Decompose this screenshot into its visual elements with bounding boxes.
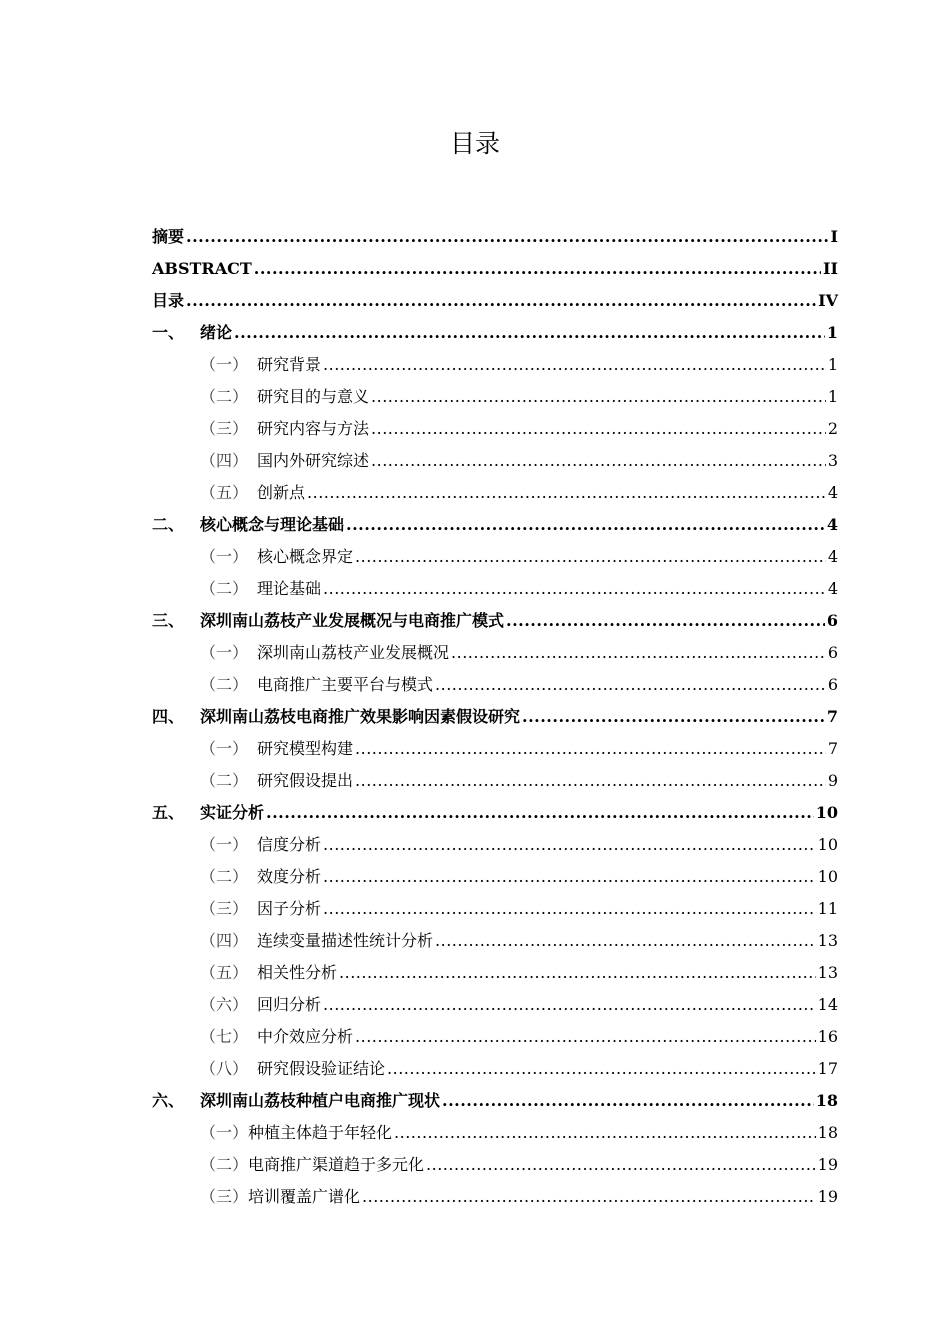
toc-entry-page: 1 (827, 355, 838, 374)
toc-entry-label: 实证分析 (200, 803, 265, 822)
dot-leader (186, 221, 829, 253)
toc-entry-number: 四、 (152, 707, 185, 726)
toc-entry-label: 绪论 (200, 323, 233, 342)
toc-entry-label: 效度分析 (257, 867, 322, 886)
toc-entry-number: （一） (200, 355, 249, 374)
dot-leader (323, 861, 816, 893)
toc-entry[interactable] (152, 541, 838, 573)
toc-entry[interactable] (152, 925, 838, 957)
toc-entry-page: 6 (827, 643, 838, 662)
toc-entry-page: 14 (817, 995, 838, 1014)
toc-entry-page: 2 (827, 419, 838, 438)
toc-entry-page: 1 (826, 323, 838, 342)
toc-entry-page: 10 (817, 835, 838, 854)
toc-entry-page: 17 (817, 1059, 838, 1078)
toc-entry-label: 研究假设提出 (257, 771, 354, 790)
toc-entry[interactable] (152, 221, 838, 253)
toc-entry-label: 深圳南山荔枝产业发展概况与电商推广模式 (200, 611, 505, 630)
toc-entry[interactable] (152, 573, 838, 605)
toc-entry-page: II (823, 259, 838, 278)
toc-entry-page: 16 (817, 1027, 838, 1046)
dot-leader (371, 381, 826, 413)
toc-entry-number: （四） (200, 931, 249, 950)
dot-leader (323, 349, 826, 381)
dot-leader (371, 413, 826, 445)
toc-entry-label: 电商推广渠道趋于多元化 (248, 1155, 425, 1174)
toc-entry-number: （二） (200, 387, 249, 406)
toc-entry[interactable] (152, 1117, 838, 1149)
toc-entry-page: 18 (817, 1123, 838, 1142)
dot-leader (355, 1021, 816, 1053)
toc-entry-label: 研究目的与意义 (257, 387, 370, 406)
toc-entry-label: 创新点 (257, 483, 306, 502)
toc-entry[interactable] (152, 701, 838, 733)
dot-leader (442, 1085, 814, 1117)
toc-entry[interactable] (152, 765, 838, 797)
toc-entry[interactable] (152, 637, 838, 669)
toc-entry-label: 种植主体趋于年轻化 (248, 1123, 393, 1142)
toc-entry-number: 一、 (152, 323, 185, 342)
toc-entry[interactable] (152, 1181, 838, 1213)
toc-entry-page: 9 (827, 771, 838, 790)
toc-entry-number: （四） (200, 451, 249, 470)
toc-entry[interactable] (152, 253, 838, 285)
dot-leader (323, 893, 816, 925)
toc-entry-label: 连续变量描述性统计分析 (257, 931, 434, 950)
toc-entry-page: 18 (815, 1091, 838, 1110)
toc-entry[interactable] (152, 413, 838, 445)
dot-leader (355, 733, 826, 765)
toc-entry-label: 信度分析 (257, 835, 322, 854)
toc-entry-page: 4 (827, 483, 838, 502)
toc-entry-number: （一） (200, 547, 249, 566)
toc-entry-page: 4 (826, 515, 838, 534)
toc-entry[interactable] (152, 1053, 838, 1085)
toc-entry[interactable] (152, 381, 838, 413)
dot-leader (307, 477, 826, 509)
toc-entry-number: （一） (200, 1123, 249, 1142)
toc-entry[interactable] (152, 957, 838, 989)
toc-entry-page: 13 (817, 963, 838, 982)
toc-entry[interactable] (152, 477, 838, 509)
toc-entry-page: 7 (826, 707, 838, 726)
toc-entry-label: 摘要 (152, 227, 185, 246)
toc-entry-page: 6 (826, 611, 838, 630)
toc-entry[interactable] (152, 989, 838, 1021)
dot-leader (426, 1149, 816, 1181)
dot-leader (394, 1117, 816, 1149)
toc-entry-number: （五） (200, 483, 249, 502)
toc-entry-page: 13 (817, 931, 838, 950)
toc-entry[interactable] (152, 317, 838, 349)
dot-leader (435, 925, 816, 957)
toc-entry-label: 深圳南山荔枝电商推广效果影响因素假设研究 (200, 707, 521, 726)
dot-leader (355, 765, 826, 797)
toc-entry-page: 7 (827, 739, 838, 758)
toc-entry-number: （一） (200, 643, 249, 662)
toc-entry-label: 研究背景 (257, 355, 322, 374)
toc-entry-number: （二） (200, 579, 249, 598)
toc-entry-label: 核心概念界定 (257, 547, 354, 566)
toc-entry-label: ABSTRACT (152, 259, 252, 278)
toc-entry-number: （七） (200, 1027, 249, 1046)
toc-entry-number: （一） (200, 835, 249, 854)
toc-entry-number: （二） (200, 771, 249, 790)
dot-leader (346, 509, 825, 541)
dot-leader (506, 605, 825, 637)
toc-entry-label: 核心概念与理论基础 (200, 515, 345, 534)
toc-entry-label: 深圳南山荔枝种植户电商推广现状 (200, 1091, 441, 1110)
toc-entry-page: IV (818, 291, 838, 310)
toc-entry-number: （一） (200, 739, 249, 758)
toc-entry-number: 五、 (152, 803, 185, 822)
dot-leader (339, 957, 816, 989)
dot-leader (266, 797, 814, 829)
toc-entry[interactable] (152, 893, 838, 925)
dot-leader (435, 669, 826, 701)
toc-entry-label: 深圳南山荔枝产业发展概况 (257, 643, 450, 662)
dot-leader (522, 701, 825, 733)
toc-entry[interactable] (152, 1085, 838, 1117)
toc-entry-page: 4 (827, 579, 838, 598)
toc-entry[interactable] (152, 1149, 838, 1181)
dot-leader (323, 829, 816, 861)
toc-entry[interactable] (152, 349, 838, 381)
toc-entry-label: 中介效应分析 (257, 1027, 354, 1046)
dot-leader (362, 1181, 816, 1213)
toc-entry[interactable] (152, 509, 838, 541)
toc-entry-label: 相关性分析 (257, 963, 338, 982)
toc-entry-page: 19 (817, 1187, 838, 1206)
dot-leader (323, 573, 826, 605)
toc-entry-label: 培训覆盖广谱化 (248, 1187, 361, 1206)
toc-entry-number: （八） (200, 1059, 249, 1078)
toc-entry[interactable] (152, 861, 838, 893)
toc-entry-label: 回归分析 (257, 995, 322, 1014)
toc-entry-number: （二） (200, 675, 249, 694)
toc-entry[interactable] (152, 733, 838, 765)
toc-entry-label: 电商推广主要平台与模式 (257, 675, 434, 694)
toc-entry-page: 19 (817, 1155, 838, 1174)
toc-entry-page: 1 (827, 387, 838, 406)
dot-leader (323, 989, 816, 1021)
toc-entry-label: 国内外研究综述 (257, 451, 370, 470)
toc-entry[interactable] (152, 605, 838, 637)
page-title: 目录 (449, 129, 500, 158)
toc-entry-label: 研究模型构建 (257, 739, 354, 758)
toc-entry-number: （六） (200, 995, 249, 1014)
toc-entry-label: 研究内容与方法 (257, 419, 370, 438)
toc-entry-page: 11 (817, 899, 838, 918)
toc-entry-page: 10 (815, 803, 838, 822)
toc-entry[interactable] (152, 797, 838, 829)
toc-entry[interactable] (152, 669, 838, 701)
table-of-contents (152, 221, 838, 1213)
toc-entry-number: 三、 (152, 611, 185, 630)
toc-entry[interactable] (152, 829, 838, 861)
dot-leader (387, 1053, 816, 1085)
toc-entry-number: 二、 (152, 515, 185, 534)
dot-leader (451, 637, 826, 669)
dot-leader (254, 253, 821, 285)
toc-entry-page: I (830, 227, 838, 246)
toc-entry-page: 10 (817, 867, 838, 886)
toc-entry-label: 研究假设验证结论 (257, 1059, 386, 1078)
toc-entry-number: 六、 (152, 1091, 185, 1110)
toc-entry-number: （三） (200, 899, 249, 918)
toc-entry-page: 6 (827, 675, 838, 694)
toc-entry-page: 3 (827, 451, 838, 470)
dot-leader (234, 317, 825, 349)
toc-entry-number: （二） (200, 867, 249, 886)
toc-entry-number: （五） (200, 963, 249, 982)
dot-leader (186, 285, 816, 317)
toc-entry-label: 目录 (152, 291, 185, 310)
toc-entry-page: 4 (827, 547, 838, 566)
toc-entry-number: （三） (200, 1187, 249, 1206)
toc-entry-number: （二） (200, 1155, 249, 1174)
toc-entry-label: 理论基础 (257, 579, 322, 598)
toc-entry[interactable] (152, 445, 838, 477)
toc-entry-number: （三） (200, 419, 249, 438)
toc-entry-label: 因子分析 (257, 899, 322, 918)
toc-entry[interactable] (152, 285, 838, 317)
dot-leader (355, 541, 826, 573)
toc-entry[interactable] (152, 1021, 838, 1053)
dot-leader (371, 445, 826, 477)
